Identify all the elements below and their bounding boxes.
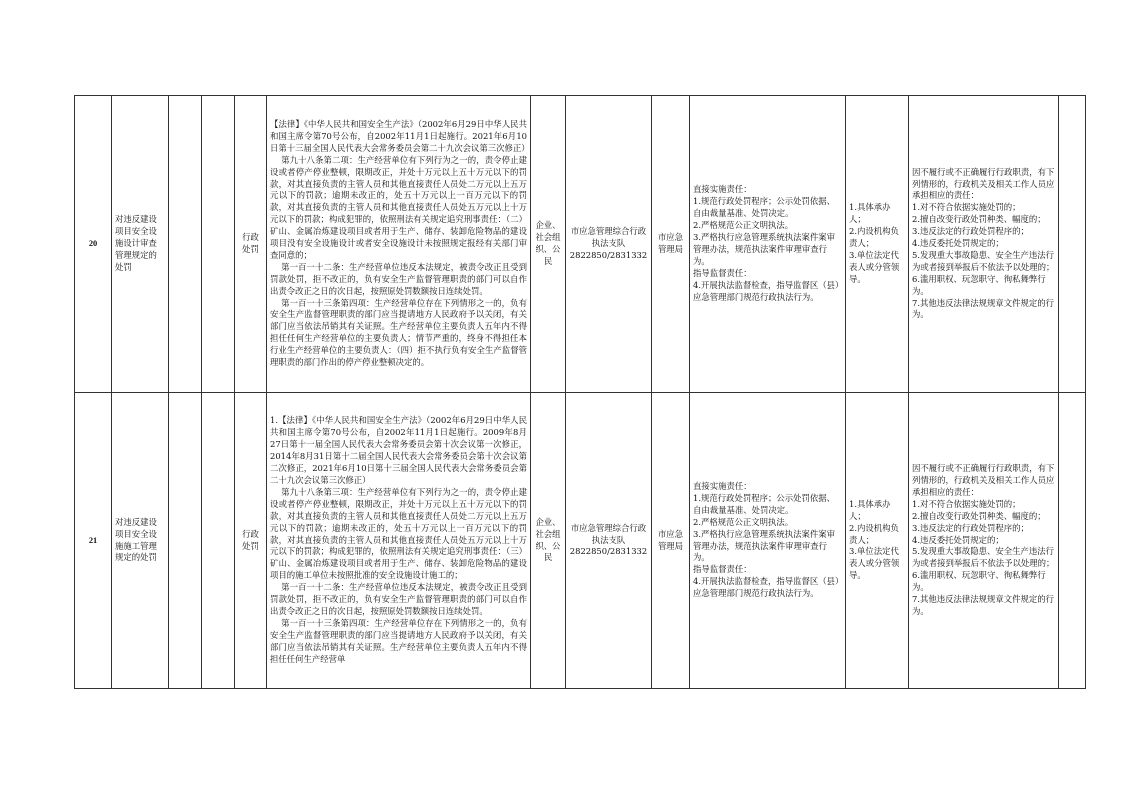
remarks-cell [1059,393,1086,689]
responsible-department: 市应急管理局 [652,96,690,393]
legal-basis [267,96,531,393]
power-category: 行政处罚 [235,96,267,393]
basis-paragraph: 第九十八条第二项：生产经营单位有下列行为之一的，责令停止建设或者停产停业整顿，限期改正，并处十万元以上五十万元以下的罚款，对其直接负责的主管人员和其他直接责任人员处二万元以上五万元以下的罚款；逾期未改正的，处五十万元以上一百万元以下的罚款，对其直接负责的主管人员和其他直接责任人员处五万元以上十万元以下的罚款；构成犯罪的，依照刑法有关规定追究刑事责任：（二）矿山、金属冶炼建设项目或者用于生产、储存、装卸危险物品的建设项目没有安全设施设计或者安全设施设计未按照规定报经有关部门审查同意的； [270,154,528,260]
applicable-subject: 企业、社会组织、公民 [531,96,566,393]
basis-paragraph: 1.【法律】《中华人民共和国安全生产法》（2002年6月29日中华人民共和国主席令第70号公布，自2002年11月1日起施行。2009年8月27日第十一届全国人民代表大会常务委员会第十次会议第一次修正，2014年8月31日第十二届全国人民代表大会常务委员会第十次会议第二次修正，2021年6月10日第十三届全国人民代表大会常务委员会第二十九次会议第三次修正） [270,415,527,486]
implementing-unit [566,393,652,689]
applicable-subject: 企业、社会组织、公民 [531,393,566,689]
duty-items-text: 直接实施责任： 1.规范行政处罚程序；公示处罚依据、自由裁量基准、处罚决定。 2.严格规范公正文明执法。 3.严格执行应急管理系统执法案件案审管理办法，规范执法案件审理审查行为。 指导监督责任： 4.开展执法监督检查，指导监督区（县）应急管理部门规范行政执法行为。 [693,184,840,302]
accountability-items [909,393,1059,689]
accountability-text: 因不履行或不正确履行行政职责，有下列情形的，行政机关及相关工作人员应承担相应的责任： 1.对不符合依据实施处罚的； 2.擅自改变行政处罚种类、幅度的； 3.违反法定的行政处罚程序的； 4.违反委托处罚规定的； 5.发现重大事故隐患、安全生产违法行为或者接到举报后不依法予以处理的； 6.滥用职权、玩忽职守、徇私舞弊行为。 7.其他违反法律法规规章文件规定的行为。 [912,463,1055,616]
accountability-text: 因不履行或不正确履行行政职责，有下列情形的，行政机关及相关工作人员应承担相应的责任： 1.对不符合依据实施处罚的； 2.擅自改变行政处罚种类、幅度的； 3.违反法定的行政处罚程序的； 4.违反委托处罚规定的； 5.发现重大事故隐患、安全生产违法行为或者接到举报后不依法予以处理的； 6.滥用职权、玩忽职守、徇私舞弊行为。 7.其他违反法律法规规章文件规定的行为。 [912,166,1055,320]
row-number: 21 [75,393,112,689]
legal-basis [267,393,531,689]
remarks-cell [1059,96,1086,393]
implementing-unit-text: 市应急管理综合行政执法支队 2822850/2831332 [569,522,648,557]
power-category: 行政处罚 [235,393,267,689]
duty-items [690,96,846,393]
item-name: 对违反建设项目安全设施施工管理规定的处罚 [112,393,169,689]
table-row [75,96,1086,393]
basis-paragraph: 第九十八条第三项：生产经营单位有下列行为之一的，责令停止建设或者停产停业整顿，限期改正，并处十万元以上五十万元以下的罚款，对其直接负责的主管人员和其他直接责任人员处二万元以上五万元以下的罚款；逾期未改正的，处五十万元以上一百万元以下的罚款，对其直接负责的主管人员和其他直接责任人员处五万元以上十万元以下的罚款；构成犯罪的，依照刑法有关规定追究刑事责任：（三）矿山、金属冶炼建设项目或者用于生产、储存、装卸危险物品的建设项目的施工单位未按照批准的安全设施设计施工的； [270,486,528,581]
accountability-items [909,96,1059,393]
basis-paragraph: 第一百一十二条：生产经营单位违反本法规定，被责令改正且受到罚款处罚，拒不改正的，负有安全生产监督管理职责的部门可以自作出责令改正之日的次日起，按照原处罚数额按日连续处罚。 [270,582,528,616]
responsible-persons [846,96,909,393]
empty-cell [169,393,202,689]
basis-paragraph: 第一百一十三条第四项：生产经营单位存在下列情形之一的，负有安全生产监督管理职责的部门应当提请地方人民政府予以关闭，有关部门应当依法吊销其有关证照。生产经营单位主要负责人五年内不得担任任何生产经营单 [270,617,528,664]
basis-paragraph: 第一百一十二条：生产经营单位违反本法规定，被责令改正且受到罚款处罚，拒不改正的，负有安全生产监督管理职责的部门可以自作出责令改正之日的次日起，按照原处罚数额按日连续处罚。 [270,261,528,296]
duty-items [690,393,846,689]
empty-cell [202,96,235,393]
responsible-department: 市应急管理局 [652,393,690,689]
duty-items-text: 直接实施责任： 1.规范行政处罚程序；公示处罚依据、自由裁量基准、处罚决定。 2.严格规范公正文明执法。 3.严格执行应急管理系统执法案件案审管理办法，规范执法案件审理审查行为。 指导监督责任： 4.开展执法监督检查，指导监督区（县）应急管理部门规范行政执法行为。 [693,480,840,599]
row-number: 20 [75,96,112,393]
table-row [75,393,1086,689]
implementing-unit-text: 市应急管理综合行政执法支队 2822850/2831332 [569,226,648,260]
power-list-table [74,95,1086,689]
responsible-persons-text: 1.具体承办人； 2.内设机构负责人； 3.单位法定代表人或分管领导。 [849,498,900,581]
basis-paragraph: 【法律】《中华人民共和国安全生产法》（2002年6月29日中华人民共和国主席令第70号公布，自2002年11月1日起施行。2021年6月10日第十三届全国人民代表大会常务委员会第二十九次会议第三次修正） [270,118,530,153]
responsible-persons [846,393,909,689]
basis-paragraph: 第一百一十三条第四项：生产经营单位存在下列情形之一的，负有安全生产监督管理职责的部门应当提请地方人民政府予以关闭，有关部门应当依法吊销其有关证照。生产经营单位主要负责人五年内不得担任任何生产经营单位的主要负责人；情节严重的，终身不得担任本行业生产经营单位的主要负责人：（四）拒不执行负有安全生产监督管理职责的部门作出的停产停业整顿决定的。 [270,297,528,368]
implementing-unit [566,96,652,393]
responsible-persons-text: 1.具体承办人； 2.内设机构负责人； 3.单位法定代表人或分管领导。 [849,202,900,284]
empty-cell [169,96,202,393]
item-name: 对违反建设项目安全设施设计审查管理规定的处罚 [112,96,169,393]
empty-cell [202,393,235,689]
